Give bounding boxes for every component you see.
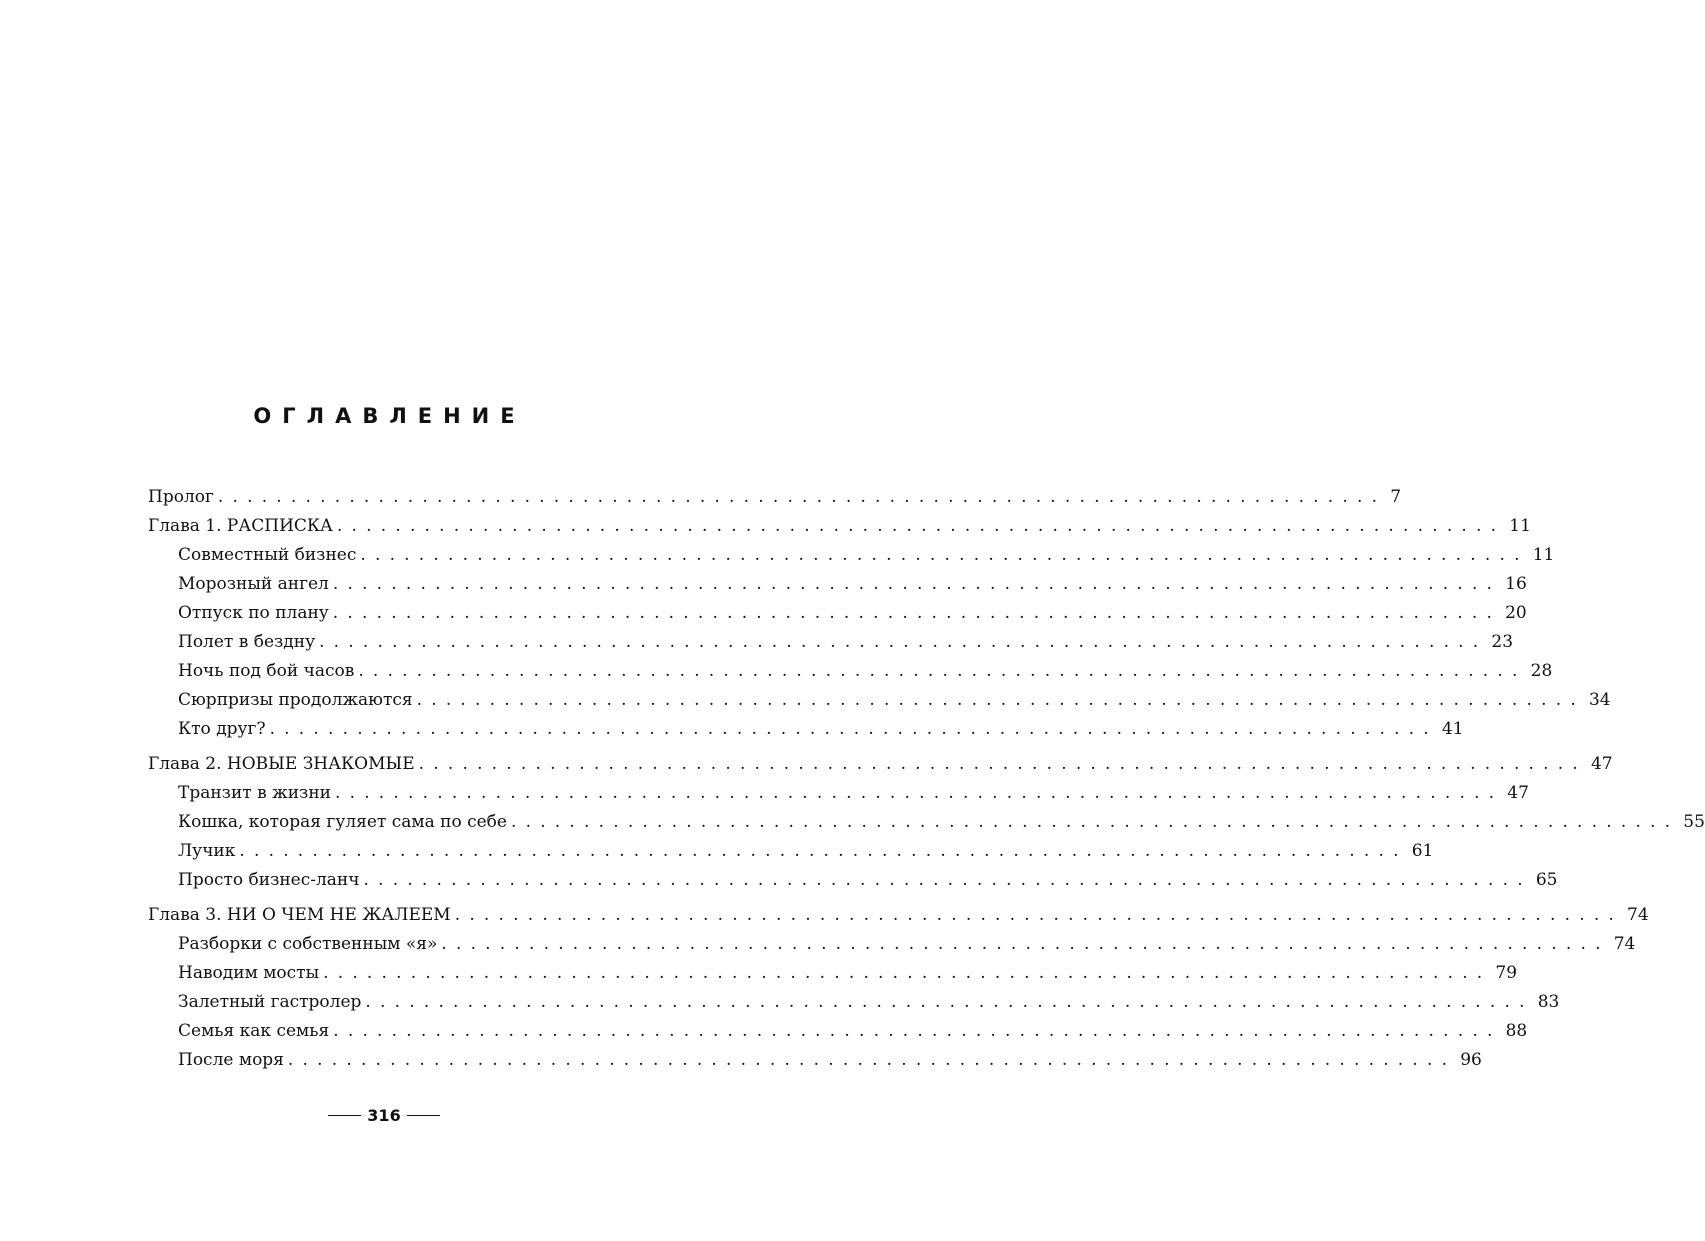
toc-entry-page-number: 16 xyxy=(1505,574,1527,594)
toc-section-entry xyxy=(148,779,1529,808)
toc-section-entry xyxy=(148,808,1705,837)
dot-leader: ................................................................................ xyxy=(287,1050,1457,1070)
toc-chapter-entry xyxy=(148,483,1402,512)
toc-chapter-entry xyxy=(148,901,1649,930)
toc-section-entry xyxy=(148,988,1560,1017)
toc-section-entry xyxy=(148,657,1553,686)
toc-chapter-entry xyxy=(148,750,1613,779)
dot-leader: ................................................................................ xyxy=(510,812,1680,832)
toc-entry-page-number: 11 xyxy=(1509,516,1531,536)
page-footer xyxy=(0,1106,768,1125)
dot-leader: ................................................................................ xyxy=(441,934,1610,954)
dot-leader: ................................................................................ xyxy=(418,754,1587,774)
toc-entry-page-number: 34 xyxy=(1588,690,1611,710)
dot-leader: ................................................................................ xyxy=(323,963,1492,983)
page-title: ОГЛАВЛЕНИЕ xyxy=(253,404,526,428)
toc-entry-title: Пролог xyxy=(148,487,214,507)
toc-section-entry xyxy=(148,959,1518,988)
toc-entry-page-number: 96 xyxy=(1460,1050,1482,1070)
toc-section-entry xyxy=(148,1046,1482,1075)
toc-entry-page-number: 74 xyxy=(1613,934,1636,954)
toc-entry-page-number: 55 xyxy=(1683,812,1705,832)
folio-rule-left xyxy=(328,1115,361,1117)
toc-entry-page-number: 20 xyxy=(1505,603,1527,623)
toc-entry-title: Разборки с собственным «я» xyxy=(178,934,438,954)
toc-section-entry xyxy=(148,628,1514,657)
dot-leader: ................................................................................ xyxy=(334,783,1504,803)
table-of-contents xyxy=(148,483,1705,1075)
toc-entry-title: Ночь под бой часов xyxy=(178,661,355,681)
dot-leader: ................................................................................ xyxy=(269,719,1438,739)
dot-leader: ................................................................................ xyxy=(239,841,1408,861)
toc-entry-title: Наводим мосты xyxy=(178,963,320,983)
toc-section-entry xyxy=(148,541,1555,570)
dot-leader: ................................................................................ xyxy=(332,603,1502,623)
toc-section-entry xyxy=(148,930,1636,959)
toc-entry-title: Залетный гастролер xyxy=(178,992,362,1012)
toc-entry-page-number: 65 xyxy=(1535,870,1558,890)
toc-entry-title: После моря xyxy=(178,1050,284,1070)
toc-entry-page-number: 11 xyxy=(1532,545,1555,565)
dot-leader: ................................................................................ xyxy=(360,545,1529,565)
toc-entry-page-number: 61 xyxy=(1411,841,1434,861)
toc-entry-title: Семья как семья xyxy=(178,1021,330,1041)
toc-entry-title: Транзит в жизни xyxy=(178,783,331,803)
dot-leader: ................................................................................ xyxy=(336,516,1506,536)
toc-entry-title: Морозный ангел xyxy=(178,574,329,594)
dot-leader: ................................................................................ xyxy=(319,632,1488,652)
toc-section-entry xyxy=(148,837,1434,866)
toc-entry-page-number: 23 xyxy=(1491,632,1514,652)
dot-leader: ................................................................................ xyxy=(365,992,1534,1012)
dot-leader: ................................................................................ xyxy=(332,574,1502,594)
toc-entry-title: Совместный бизнес xyxy=(178,545,357,565)
toc-section-entry xyxy=(148,1017,1528,1046)
toc-entry-title: Глава 2. НОВЫЕ ЗНАКОМЫЕ xyxy=(148,754,415,774)
toc-entry-title: Кто друг? xyxy=(178,719,266,739)
dot-leader: ................................................................................ xyxy=(358,661,1527,681)
toc-section-entry xyxy=(148,715,1464,744)
page-number: 316 xyxy=(367,1106,401,1125)
toc-entry-page-number: 74 xyxy=(1627,905,1649,925)
folio-rule-right xyxy=(407,1115,440,1117)
dot-leader: ................................................................................ xyxy=(217,487,1387,507)
dot-leader: ................................................................................ xyxy=(333,1021,1502,1041)
toc-entry-title: Глава 1. РАСПИСКА xyxy=(148,516,333,536)
dot-leader: ................................................................................ xyxy=(363,870,1532,890)
toc-entry-page-number: 28 xyxy=(1530,661,1553,681)
dot-leader: ................................................................................ xyxy=(416,690,1585,710)
toc-entry-title: Отпуск по плану xyxy=(178,603,329,623)
toc-section-entry xyxy=(148,866,1558,895)
toc-section-entry xyxy=(148,599,1527,628)
toc-section-entry xyxy=(148,686,1611,715)
toc-entry-title: Полет в бездну xyxy=(178,632,316,652)
toc-entry-page-number: 88 xyxy=(1505,1021,1528,1041)
toc-entry-title: Глава 3. НИ О ЧЕМ НЕ ЖАЛЕЕМ xyxy=(148,905,451,925)
toc-entry-page-number: 7 xyxy=(1390,487,1402,507)
toc-entry-title: Сюрпризы продолжаются xyxy=(178,690,413,710)
toc-entry-page-number: 79 xyxy=(1495,963,1518,983)
toc-entry-page-number: 41 xyxy=(1441,719,1464,739)
toc-section-entry xyxy=(148,570,1527,599)
dot-leader: ................................................................................ xyxy=(454,905,1624,925)
toc-entry-page-number: 47 xyxy=(1590,754,1613,774)
toc-entry-page-number: 83 xyxy=(1537,992,1560,1012)
toc-entry-title: Кошка, которая гуляет сама по себе xyxy=(178,812,507,832)
toc-entry-title: Просто бизнес-ланч xyxy=(178,870,360,890)
toc-chapter-entry xyxy=(148,512,1531,541)
toc-entry-page-number: 47 xyxy=(1507,783,1529,803)
toc-entry-title: Лучик xyxy=(178,841,236,861)
